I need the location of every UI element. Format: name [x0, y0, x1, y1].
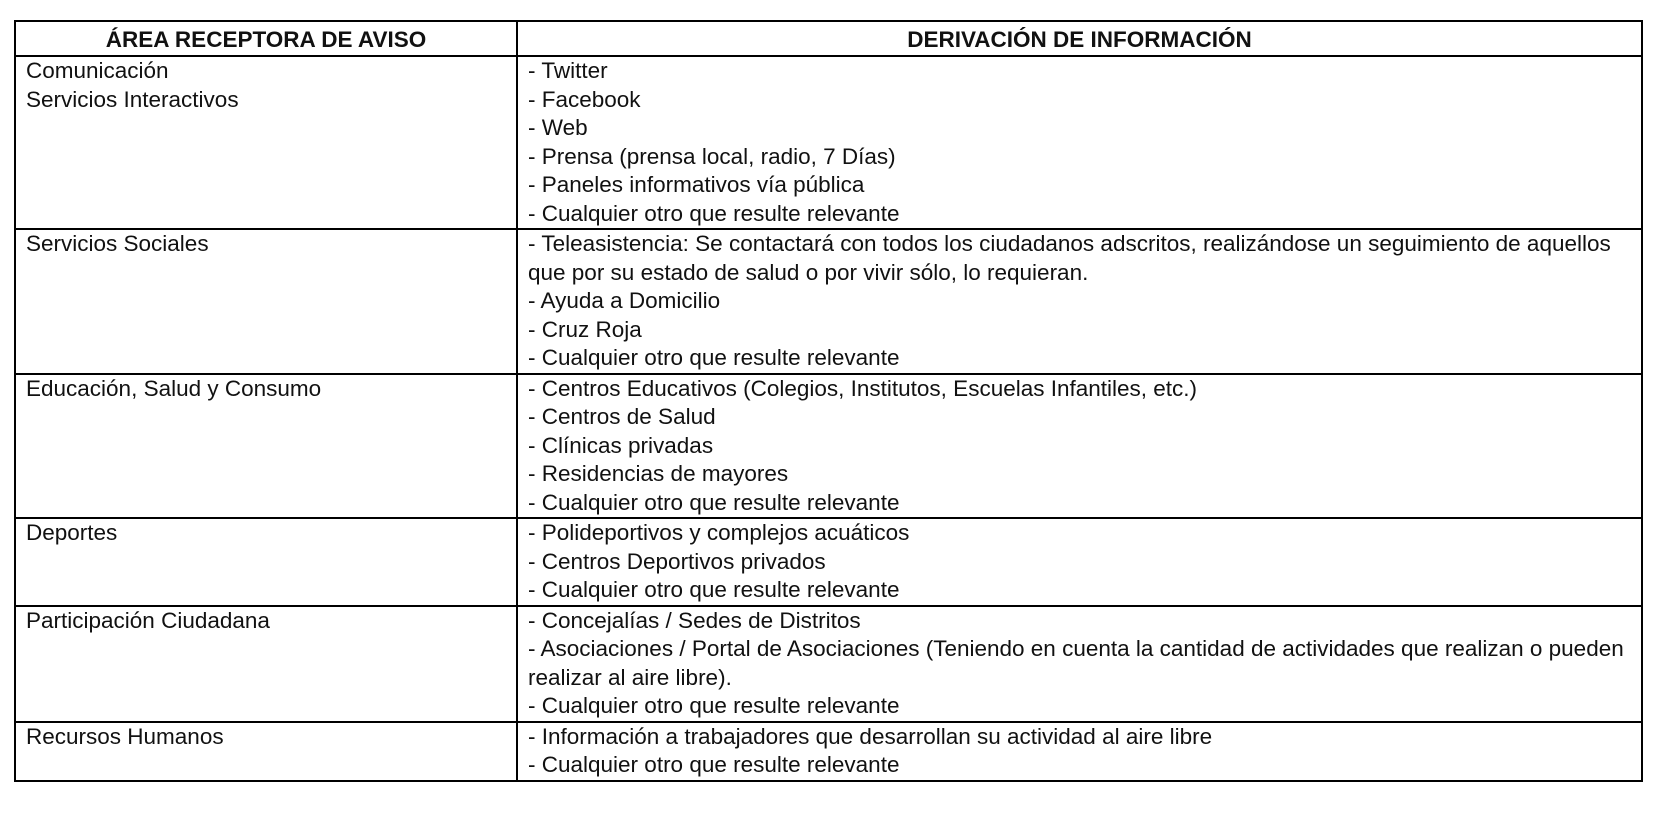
- derivation-item: - Polideportivos y complejos acuáticos: [528, 520, 910, 545]
- derivation-item: - Cualquier otro que resulte relevante: [528, 577, 900, 602]
- derivation-item: - Web: [528, 115, 588, 140]
- table-row: [15, 374, 1642, 519]
- derivation-item: - Cualquier otro que resulte relevante: [528, 200, 900, 226]
- derivation-item: - Cruz Roja: [528, 316, 642, 342]
- table-row: [15, 229, 1642, 374]
- derivation-item: - Centros de Salud: [528, 404, 716, 429]
- derivation-cell: [517, 229, 1642, 374]
- information-derivation-table: [14, 20, 1643, 782]
- table-header-row: [15, 21, 1642, 56]
- area-cell: [15, 606, 517, 722]
- derivation-item: - Cualquier otro que resulte relevante: [528, 752, 900, 777]
- derivation-item: - Twitter: [528, 58, 608, 83]
- header-area-receptora: ÁREA RECEPTORA DE AVISO: [15, 21, 517, 56]
- table-body: [15, 56, 1642, 781]
- derivation-item: - Centros Deportivos privados: [528, 548, 826, 574]
- table-row: [15, 518, 1642, 606]
- derivation-item: - Paneles informativos vía pública: [528, 172, 865, 197]
- derivation-item: - Teleasistencia: Se contactará con todos los ciudadanos adscritos, realizándose un seguimiento de aquellos que por su estado de salud o por vivir sólo, lo requieran.: [528, 231, 1611, 285]
- area-line: Comunicación: [26, 58, 169, 83]
- derivation-item: - Cualquier otro que resulte relevante: [528, 345, 900, 370]
- derivation-item: - Centros Educativos (Colegios, Institutos, Escuelas Infantiles, etc.): [528, 375, 1198, 401]
- table-row: [15, 722, 1642, 781]
- derivation-cell: [517, 518, 1642, 606]
- area-cell: [15, 722, 517, 781]
- derivation-item: - Prensa (prensa local, radio, 7 Días): [528, 143, 896, 169]
- header-derivacion-informacion: DERIVACIÓN DE INFORMACIÓN: [517, 21, 1642, 56]
- derivation-item: - Información a trabajadores que desarrollan su actividad al aire libre: [528, 723, 1213, 749]
- derivation-item: - Facebook: [528, 86, 641, 112]
- area-line: Recursos Humanos: [26, 723, 224, 749]
- derivation-item: - Ayuda a Domicilio: [528, 288, 721, 313]
- area-line: Servicios Sociales: [26, 231, 209, 256]
- area-line: Servicios Interactivos: [26, 86, 239, 112]
- table-row: [15, 56, 1642, 229]
- derivation-item: - Concejalías / Sedes de Distritos: [528, 607, 861, 633]
- area-cell: [15, 518, 517, 606]
- derivation-cell: [517, 56, 1642, 229]
- area-cell: [15, 56, 517, 229]
- area-line: Educación, Salud y Consumo: [26, 375, 322, 401]
- derivation-cell: [517, 374, 1642, 519]
- derivation-cell: [517, 606, 1642, 722]
- area-line: Deportes: [26, 520, 118, 545]
- derivation-item: - Residencias de mayores: [528, 461, 789, 486]
- table-row: [15, 606, 1642, 722]
- derivation-item: - Cualquier otro que resulte relevante: [528, 693, 900, 718]
- derivation-item: - Clínicas privadas: [528, 432, 714, 458]
- area-line: Participación Ciudadana: [26, 607, 270, 633]
- derivation-item: - Asociaciones / Portal de Asociaciones (Teniendo en cuenta la cantidad de actividades que realizan o pueden realizar al aire libre).: [528, 636, 1624, 690]
- derivation-item: - Cualquier otro que resulte relevante: [528, 489, 900, 515]
- area-cell: [15, 374, 517, 519]
- area-cell: [15, 229, 517, 374]
- derivation-cell: [517, 722, 1642, 781]
